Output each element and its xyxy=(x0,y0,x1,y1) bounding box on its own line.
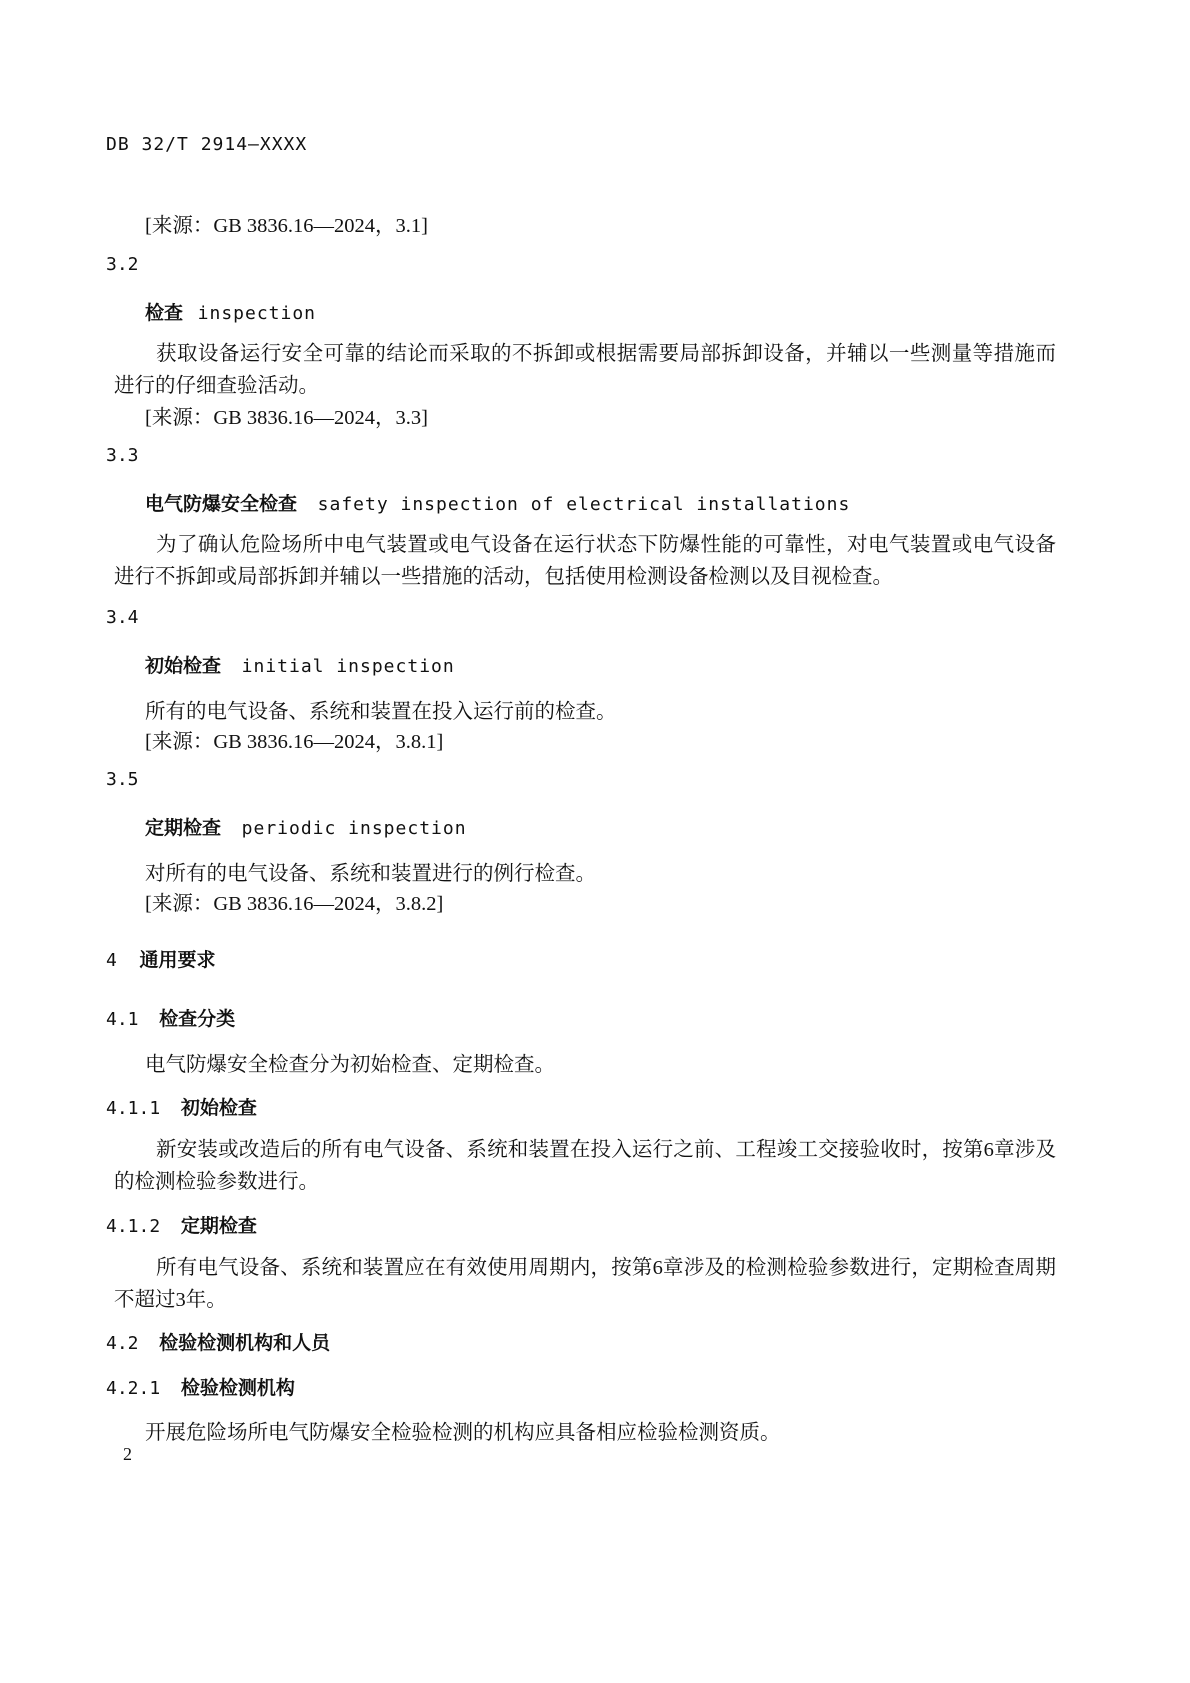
term-heading xyxy=(145,813,467,840)
clause-title: 检验检测机构 xyxy=(180,1377,295,1399)
term-heading xyxy=(145,489,850,516)
source-citation: [来源：GB 3836.16—2024，3.3] xyxy=(145,407,429,429)
clause-heading xyxy=(106,1211,257,1238)
clause-body: 新安装或改造后的所有电气设备、系统和装置在投入运行之前、工程竣工交接验收时，按第6章涉及的检测检验参数进行。 xyxy=(114,1139,1056,1193)
clause-number: 4.2 xyxy=(106,1333,139,1354)
term-en: periodic inspection xyxy=(241,818,467,839)
clause-heading xyxy=(106,1328,330,1355)
term-en: safety inspection of electrical installations xyxy=(317,494,851,515)
page-number: 2 xyxy=(123,1444,132,1464)
term-en: inspection xyxy=(197,303,317,324)
chapter-title: 通用要求 xyxy=(139,949,216,971)
source-citation: [来源：GB 3836.16—2024，3.8.2] xyxy=(145,893,444,915)
term-definition: 为了确认危险场所中电气装置或电气设备在运行状态下防爆性能的可靠性，对电气装置或电气设备进行不拆卸或局部拆卸并辅以一些措施的活动，包括使用检测设备检测以及目视检查。 xyxy=(114,534,1056,588)
clause-title: 定期检查 xyxy=(180,1215,257,1237)
source-citation: [来源：GB 3836.16—2024，3.1] xyxy=(145,215,429,237)
clause-title: 初始检查 xyxy=(180,1097,257,1119)
clause-heading xyxy=(106,1004,235,1031)
term-en: initial inspection xyxy=(241,656,455,677)
term-heading xyxy=(145,298,316,325)
clause-number: 4.1.2 xyxy=(106,1216,161,1237)
clause-number: 3.2 xyxy=(106,254,139,275)
clause-body: 电气防爆安全检查分为初始检查、定期检查。 xyxy=(145,1054,555,1076)
clause-number: 3.4 xyxy=(106,607,139,628)
clause-number: 4.1 xyxy=(106,1009,139,1030)
clause-body: 所有电气设备、系统和装置应在有效使用周期内，按第6章涉及的检测检验参数进行，定期检查周期不超过3年。 xyxy=(114,1257,1056,1311)
term-zh: 初始检查 xyxy=(145,655,222,677)
clause-number: 3.3 xyxy=(106,445,139,466)
term-heading xyxy=(145,651,455,678)
clause-number: 4.1.1 xyxy=(106,1098,161,1119)
term-zh: 定期检查 xyxy=(145,817,222,839)
clause-number: 4.2.1 xyxy=(106,1378,161,1399)
clause-title: 检查分类 xyxy=(159,1008,236,1030)
chapter-number: 4 xyxy=(106,950,117,971)
source-citation: [来源：GB 3836.16—2024，3.8.1] xyxy=(145,731,444,753)
clause-number: 3.5 xyxy=(106,769,139,790)
term-definition: 对所有的电气设备、系统和装置进行的例行检查。 xyxy=(145,863,596,885)
clause-title: 检验检测机构和人员 xyxy=(159,1332,331,1354)
document-code: DB 32/T 2914—XXXX xyxy=(106,134,308,155)
clause-body: 开展危险场所电气防爆安全检验检测的机构应具备相应检验检测资质。 xyxy=(145,1422,781,1444)
term-definition: 获取设备运行安全可靠的结论而采取的不拆卸或根据需要局部拆卸设备，并辅以一些测量等措施而进行的仔细查验活动。 xyxy=(114,343,1056,397)
chapter-heading xyxy=(106,945,215,972)
term-definition: 所有的电气设备、系统和装置在投入运行前的检查。 xyxy=(145,701,617,723)
term-zh: 检查 xyxy=(145,302,184,324)
clause-heading xyxy=(106,1093,257,1120)
term-zh: 电气防爆安全检查 xyxy=(145,493,298,515)
clause-heading xyxy=(106,1373,295,1400)
